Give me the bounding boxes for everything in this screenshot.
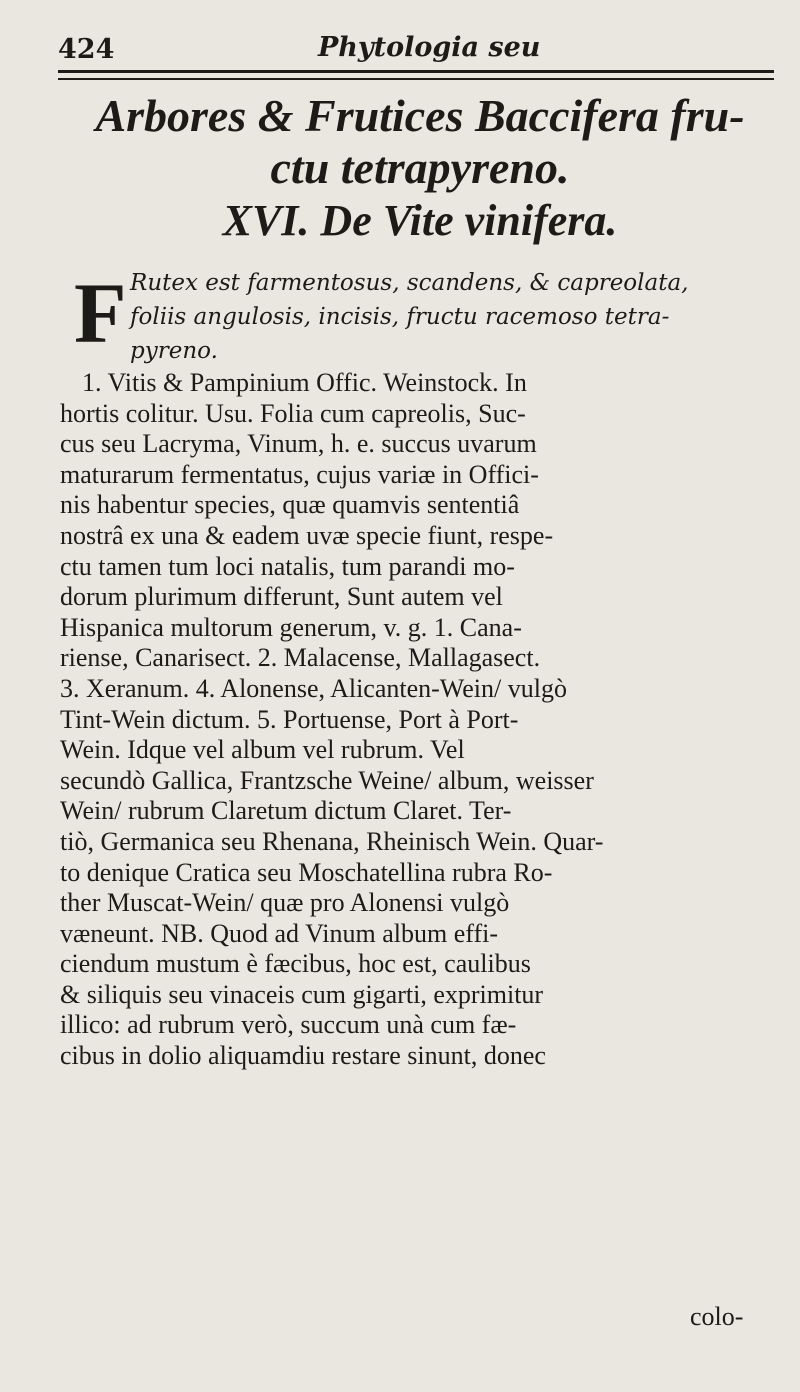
body-line: riense, Canarisect. 2. Malacense, Mallagasect.: [60, 643, 541, 673]
body-line: dorum plurimum differunt, Sunt autem vel: [60, 582, 503, 612]
body-line: to denique Cratica seu Moschatellina rubra Ro-: [60, 857, 553, 887]
section-title-line: Arbores & Frutices Baccifera fru-: [95, 90, 745, 141]
body-line: illico: ad rubrum verò, succum unà cum fæ-: [60, 1010, 517, 1040]
lemma-line: foliis angulosis, incisis, fructu racemoso tetra-: [130, 304, 670, 330]
section-title-line: ctu tetrapyreno.: [270, 142, 570, 193]
body-line: secundò Gallica, Frantzsche Weine/ album, weisser: [60, 765, 594, 795]
lemma-line: pyreno.: [130, 338, 218, 364]
running-head: [0, 30, 800, 70]
body-line: nis habentur species, quæ quamvis sententiâ: [60, 490, 520, 520]
body-line: cibus in dolio aliquamdiu restare sinunt, donec: [60, 1041, 546, 1071]
body-line: 3. Xeranum. 4. Alonense, Alicanten-Wein/ vulgò: [60, 673, 567, 703]
body-line: & siliquis seu vinaceis cum gigarti, exprimitur: [60, 979, 544, 1009]
lemma: [82, 266, 792, 368]
body-line: cus seu Lacryma, Vinum, h. e. succus uvarum: [60, 429, 537, 459]
body-line: Hispanica multorum generum, v. g. 1. Cana-: [60, 612, 522, 642]
drop-cap: F: [74, 265, 127, 361]
page-number: 424: [58, 34, 115, 65]
body-line: ther Muscat-Wein/ quæ pro Alonensi vulgò: [60, 888, 510, 918]
catchword: colo-: [690, 1302, 744, 1331]
body-line: Wein. Idque vel album vel rubrum. Vel: [60, 735, 465, 765]
body-line: Tint-Wein dictum. 5. Portuense, Port à Port-: [60, 704, 519, 734]
body-line: ciendum mustum è fæcibus, hoc est, caulibus: [60, 949, 531, 979]
body-line: Wein/ rubrum Claretum dictum Claret. Ter-: [60, 796, 512, 826]
chapter-title: XVI. De Vite vinifera.: [222, 196, 618, 245]
body-line: ctu tamen tum loci natalis, tum parandi mo-: [60, 551, 515, 581]
body-line: hortis colitur. Usu. Folia cum capreolis, Suc-: [60, 398, 526, 428]
body-line: væneunt. NB. Quod ad Vinum album effi-: [60, 918, 498, 948]
body-line: maturarum fermentatus, cujus variæ in Offici-: [60, 459, 539, 489]
lemma-line: Rutex est farmentosus, scandens, & capreolata,: [130, 270, 689, 296]
header-rule: [58, 70, 774, 80]
section-title: [60, 90, 780, 194]
body-text: [60, 368, 780, 1072]
running-title: Phytologia seu: [318, 32, 541, 63]
body-line: tiò, Germanica seu Rhenana, Rheinisch Wein. Quar-: [60, 826, 604, 856]
body-line: 1. Vitis & Pampinium Offic. Weinstock. In: [82, 368, 527, 397]
body-line: nostrâ ex una & eadem uvæ specie fiunt, respe-: [60, 520, 554, 550]
